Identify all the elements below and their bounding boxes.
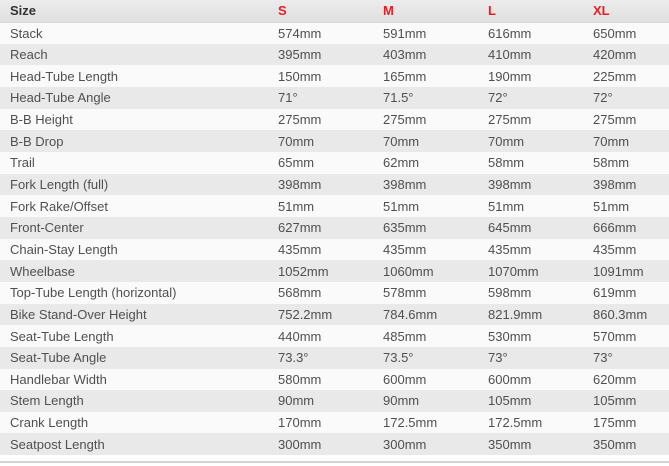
cell-value: 175mm [593, 415, 637, 431]
cell-value: 90mm [383, 393, 420, 409]
cell-value: 403mm [383, 46, 427, 62]
cell-value: 650mm [593, 25, 637, 41]
cell-value: 190mm [488, 68, 532, 84]
cell-value: 150mm [278, 68, 322, 84]
cell-value: 440mm [278, 328, 322, 344]
cell-value: 398mm [593, 176, 637, 192]
header-size-label: Size [0, 0, 268, 22]
row-label: Front-Center [10, 220, 84, 236]
row-label: Seat-Tube Angle [10, 350, 107, 366]
table-row [0, 390, 669, 412]
cell-value: 73° [593, 350, 613, 366]
cell-value: 58mm [593, 155, 630, 171]
cell-value: 666mm [593, 220, 637, 236]
table-row [0, 195, 669, 217]
cell-value: 62mm [383, 155, 420, 171]
cell-value: 435mm [488, 241, 532, 257]
table-row [0, 412, 669, 434]
row-label: Head-Tube Length [10, 68, 118, 84]
cell-value: 73° [488, 350, 508, 366]
cell-value: 860.3mm [593, 306, 648, 322]
header-size-l: L [478, 0, 583, 22]
table-row [0, 239, 669, 261]
table-row [0, 325, 669, 347]
cell-value: 598mm [488, 285, 532, 301]
table-row [0, 304, 669, 326]
cell-value: 620mm [593, 371, 637, 387]
cell-value: 580mm [278, 371, 322, 387]
table-row [0, 152, 669, 174]
cell-value: 752.2mm [278, 306, 333, 322]
cell-value: 51mm [278, 198, 315, 214]
cell-value: 1091mm [593, 263, 644, 279]
cell-value: 105mm [488, 393, 532, 409]
cell-value: 72° [488, 90, 508, 106]
cell-value: 165mm [383, 68, 427, 84]
cell-value: 395mm [278, 46, 322, 62]
row-label: Crank Length [10, 415, 89, 431]
cell-value: 172.5mm [488, 415, 543, 431]
header-size-m: M [373, 0, 478, 22]
cell-value: 530mm [488, 328, 532, 344]
cell-value: 70mm [593, 133, 630, 149]
row-label: Bike Stand-Over Height [10, 306, 147, 322]
table-row [0, 22, 669, 44]
cell-value: 70mm [488, 133, 525, 149]
cell-value: 350mm [488, 436, 532, 452]
cell-value: 568mm [278, 285, 322, 301]
bottom-divider [0, 461, 669, 463]
cell-value: 58mm [488, 155, 525, 171]
cell-value: 172.5mm [383, 415, 438, 431]
header-row [0, 0, 669, 22]
header-size-s: S [268, 0, 373, 22]
row-label: Reach [10, 46, 48, 62]
table-row [0, 260, 669, 282]
cell-value: 71.5° [383, 90, 414, 106]
cell-value: 70mm [383, 133, 420, 149]
cell-value: 275mm [278, 111, 322, 127]
row-label: B-B Drop [10, 133, 64, 149]
row-label: Fork Length (full) [10, 176, 109, 192]
cell-value: 570mm [593, 328, 637, 344]
row-label: Stem Length [10, 393, 84, 409]
cell-value: 591mm [383, 25, 427, 41]
cell-value: 1052mm [278, 263, 329, 279]
cell-value: 398mm [278, 176, 322, 192]
cell-value: 73.3° [278, 350, 309, 366]
cell-value: 821.9mm [488, 306, 543, 322]
table-row [0, 65, 669, 87]
table-row [0, 282, 669, 304]
cell-value: 420mm [593, 46, 637, 62]
cell-value: 72° [593, 90, 613, 106]
cell-value: 1070mm [488, 263, 539, 279]
table-row [0, 174, 669, 196]
row-label: Seatpost Length [10, 436, 105, 452]
cell-value: 1060mm [383, 263, 434, 279]
row-label: Wheelbase [10, 263, 76, 279]
cell-value: 635mm [383, 220, 427, 236]
row-label: B-B Height [10, 111, 73, 127]
row-label: Chain-Stay Length [10, 241, 118, 257]
cell-value: 300mm [278, 436, 322, 452]
cell-value: 600mm [488, 371, 532, 387]
table-row [0, 87, 669, 109]
cell-value: 275mm [488, 111, 532, 127]
cell-value: 435mm [383, 241, 427, 257]
cell-value: 170mm [278, 415, 322, 431]
cell-value: 71° [278, 90, 298, 106]
cell-value: 485mm [383, 328, 427, 344]
table-row [0, 217, 669, 239]
table-row [0, 347, 669, 369]
table-row [0, 433, 669, 455]
cell-value: 65mm [278, 155, 315, 171]
cell-value: 73.5° [383, 350, 414, 366]
cell-value: 435mm [278, 241, 322, 257]
table-row [0, 44, 669, 66]
cell-value: 574mm [278, 25, 322, 41]
cell-value: 600mm [383, 371, 427, 387]
table-row [0, 130, 669, 152]
row-label: Trail [10, 155, 35, 171]
cell-value: 398mm [383, 176, 427, 192]
cell-value: 275mm [383, 111, 427, 127]
cell-value: 619mm [593, 285, 637, 301]
row-label: Seat-Tube Length [10, 328, 114, 344]
row-label: Fork Rake/Offset [10, 198, 109, 214]
cell-value: 90mm [278, 393, 315, 409]
cell-value: 410mm [488, 46, 532, 62]
row-label: Top-Tube Length (horizontal) [10, 285, 177, 301]
cell-value: 616mm [488, 25, 532, 41]
cell-value: 70mm [278, 133, 315, 149]
cell-value: 398mm [488, 176, 532, 192]
cell-value: 435mm [593, 241, 637, 257]
geometry-table-body [0, 22, 669, 455]
cell-value: 225mm [593, 68, 637, 84]
cell-value: 578mm [383, 285, 427, 301]
cell-value: 51mm [593, 198, 630, 214]
row-label: Head-Tube Angle [10, 90, 111, 106]
geometry-table-header [0, 0, 669, 22]
table-row [0, 369, 669, 391]
cell-value: 784.6mm [383, 306, 438, 322]
cell-value: 105mm [593, 393, 637, 409]
cell-value: 627mm [278, 220, 322, 236]
cell-value: 51mm [383, 198, 420, 214]
cell-value: 645mm [488, 220, 532, 236]
header-size-xl: XL [583, 0, 669, 22]
cell-value: 300mm [383, 436, 427, 452]
cell-value: 51mm [488, 198, 525, 214]
table-row [0, 109, 669, 131]
row-label: Stack [10, 25, 43, 41]
cell-value: 275mm [593, 111, 637, 127]
row-label: Handlebar Width [10, 371, 107, 387]
cell-value: 350mm [593, 436, 637, 452]
